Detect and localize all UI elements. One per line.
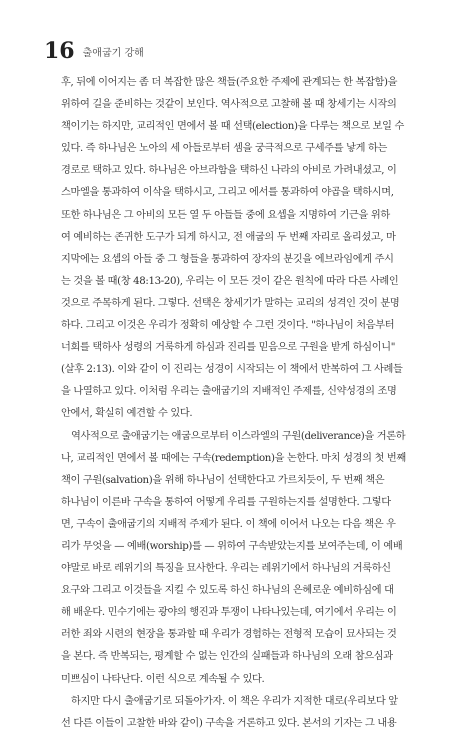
text-line: 역사적으로 출애굽기는 애굽으로부터 이스라엘의 구원(deliverance)을 거론하	[71, 430, 406, 442]
text-line: 을 본다. 즉 반복되는, 평계할 수 없는 인간의 실패들과 하나님의 오래 참으심과	[61, 651, 393, 663]
text-line: 야말로 바로 레위기의 특징을 묘사한다. 우리는 레위기에서 하나님의 거룩하신	[61, 563, 391, 575]
text-line: 면, 구속이 출애굽기의 지배적 주제가 된다. 이 책에 이어서 나오는 다음 책은 우	[61, 518, 396, 530]
text-line: 여 예비하는 존귀한 도구가 되게 하시고, 전 애굽의 두 번째 자리로 올리셨고, 마	[61, 231, 396, 243]
text-line: 후, 뒤에 이어지는 좀 더 복잡한 많은 책들(주요한 주제에 관계되는 한 복잡함)을	[61, 77, 398, 88]
text-line: 미쁘심이 나타난다. 이런 식으로 계속될 수 있다.	[61, 673, 265, 685]
text-line: 것으로 주목하게 된다. 그렇다. 선택은 창세기가 말하는 교리의 성격인 것이 분명	[61, 297, 400, 309]
text-line: 있다. 즉 하나님은 노아의 세 아들로부터 셈을 궁극적으로 구세주를 낳게 하는	[61, 143, 387, 155]
text-line: 스마엘을 통과하여 이삭을 택하시고, 그리고 에서를 통과하여 야곱을 택하시며,	[61, 187, 394, 199]
text-line: 지막에는 요셉의 아들 중 그 형들을 통과하여 장자의 분깃을 에브라임에게 주시	[61, 253, 394, 265]
body-text	[61, 72, 413, 735]
text-line: 또한 하나님은 그 아비의 모든 열 두 아들들 중에 요셉을 지명하여 기근을 위하	[61, 209, 390, 221]
text-line: 을 나열하고 있다. 이처럼 우리는 출애굽기의 지배적인 주제를, 신약성경의 조명	[61, 386, 397, 398]
text-line: 선 다른 이들이 고찰한 바와 같이) 구속을 거론하고 있다. 본서의 기자는 그 내용	[61, 717, 397, 729]
text-line: 책이 구원(salvation)을 위해 하나님이 선택한다고 가르치듯이, 두 번째 책은	[61, 474, 385, 486]
text-line: 요구와 그리고 이것들을 지킬 수 있도록 하신 하나님의 은혜로운 예비하심에 대	[61, 585, 394, 597]
text-line: 나, 교리적인 면에서 볼 때에는 구속(redemption)을 논한다. 마치 성경의 첫 번째	[61, 452, 406, 464]
text-line: 너희를 택하사 성령의 거룩하게 하심과 진리를 믿음으로 구원을 받게 하심이니"	[61, 342, 396, 354]
text-line: 하다. 그리고 이것은 우리가 정확히 예상할 수 그런 것이다. "하나님이 처음부터	[61, 320, 395, 332]
text-line: 위하여 길을 준비하는 것같이 보인다. 역사적으로 고찰해 볼 때 창세기는 시작의	[61, 99, 397, 111]
page-number: 16	[44, 38, 75, 64]
text-line: 러한 죄와 시련의 현장을 통과할 때 우리가 경험하는 전형적 모습이 묘사되는 것	[61, 629, 397, 641]
running-head	[44, 34, 144, 62]
text-line: 책이기는 하지만, 교리적인 면에서 볼 때 선택(election)을 다루는 책으로 보일 수	[61, 121, 405, 133]
text-line: 경로로 택하고 있다. 하나님은 아브라함을 택하신 나라의 아비로 가려내셨고, 이	[61, 165, 397, 177]
text-line: 해 배운다. 민수기에는 광야의 행진과 투쟁이 나타나있는데, 여기에서 우리는 이	[61, 607, 397, 619]
text-line: 리가 무엇을 — 예배(worship)를 — 위하여 구속받았는지를 보여주는데, 이 예배	[61, 540, 403, 552]
text-line: 안에서, 확실히 예견할 수 있다.	[61, 408, 193, 420]
running-title: 출애굽기 강해	[82, 48, 144, 59]
text-line: 하나님이 이른바 구속을 통하여 어떻게 우리를 구원하는지를 설명한다. 그렇다	[61, 496, 391, 508]
text-line: (살후 2:13). 이와 같이 이 진리는 성경이 시작되는 이 책에서 반복하여 그 사례들	[61, 364, 403, 376]
text-line: 하지만 다시 출애굽기로 되돌아가자. 이 책은 우리가 지적한 대로(우리보다 앞	[71, 695, 398, 707]
text-line: 는 것을 볼 때(창 48:13-20), 우리는 이 모든 것이 같은 원칙에 따라 다른 사례인	[61, 275, 399, 287]
